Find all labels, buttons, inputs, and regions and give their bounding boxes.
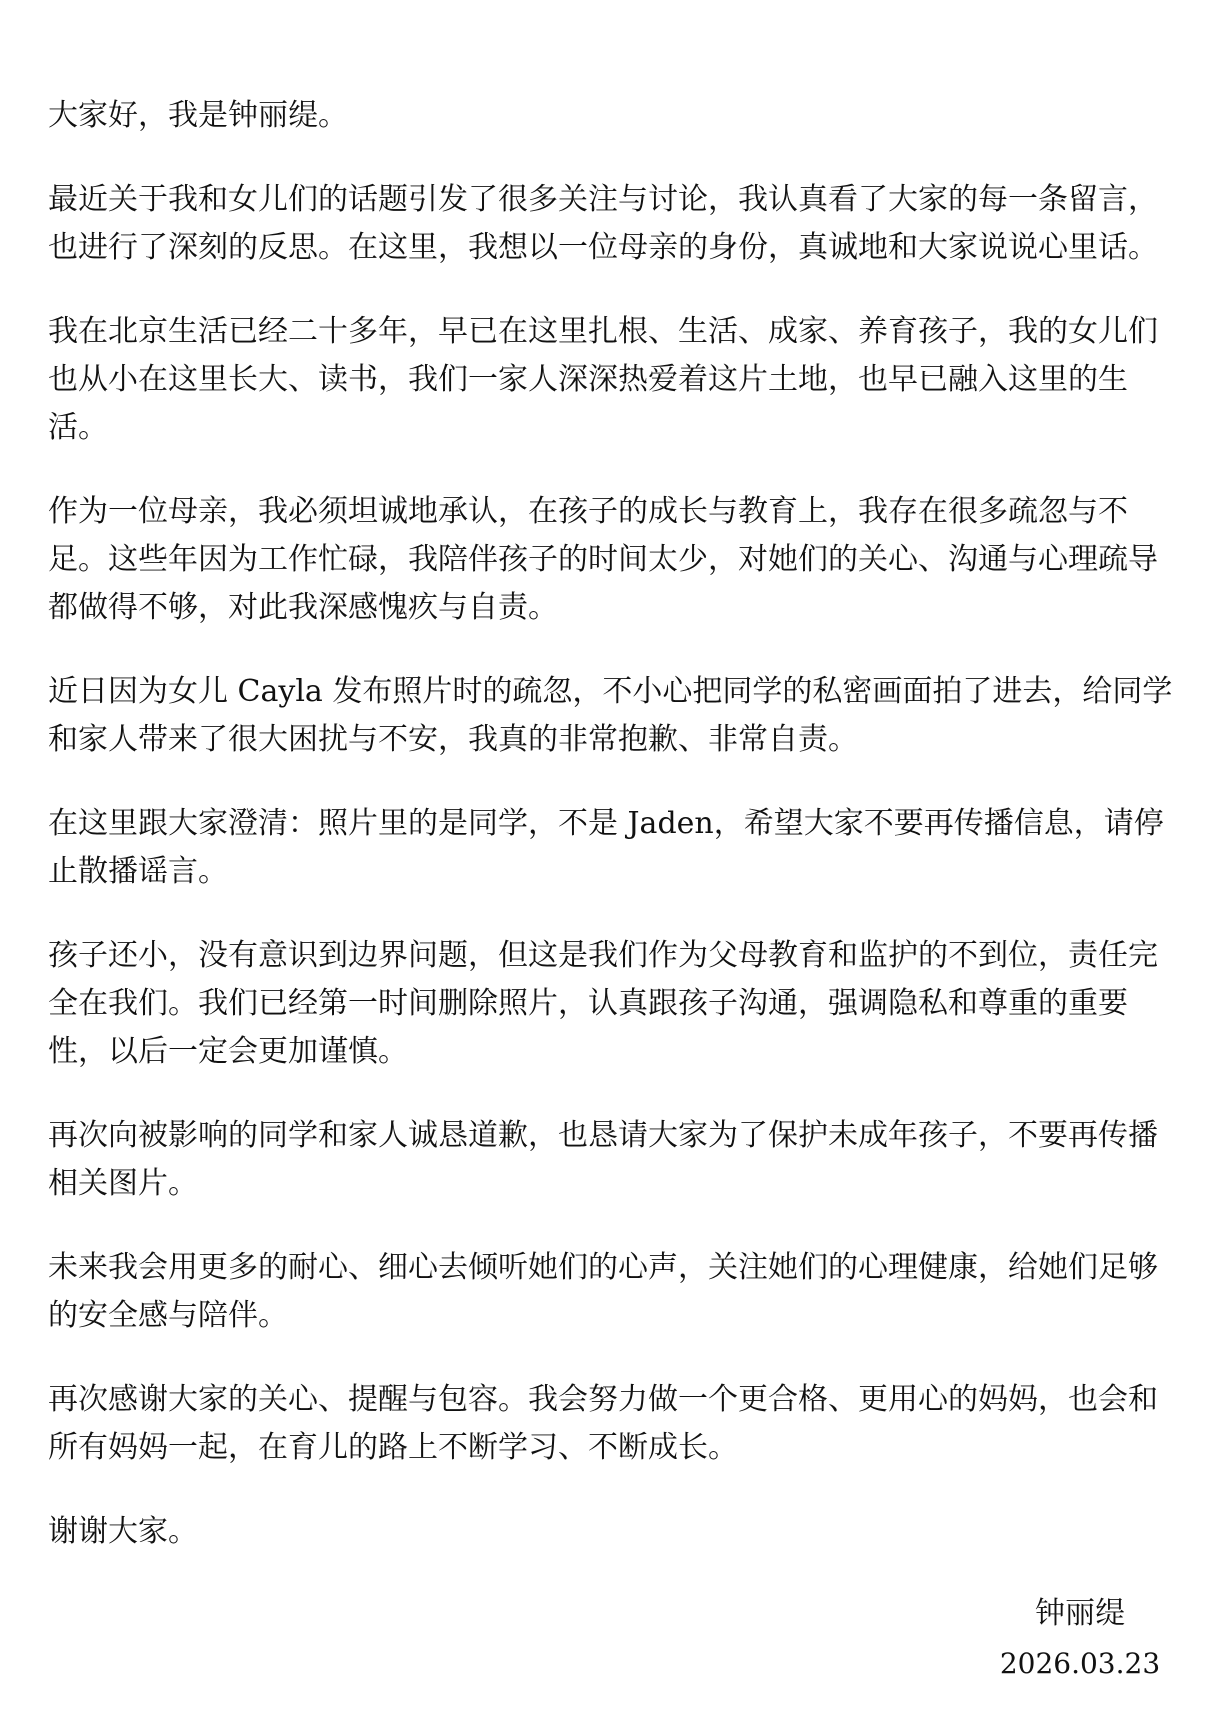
paragraph-apology: 再次向被影响的同学和家人诚恳道歉，也恳请大家为了保护未成年孩子，不要再传播相关图片。 [48, 1118, 1158, 1201]
paragraph-future: 未来我会用更多的耐心、细心去倾听她们的心声，关注她们的心理健康，给她们足够的安全感与陪伴。 [48, 1250, 1158, 1333]
paragraph-clarification: 在这里跟大家澄清：照片里的是同学，不是 Jaden，希望大家不要再传播信息，请停止散播谣言。 [48, 806, 1164, 889]
paragraph-greeting: 大家好，我是钟丽缇。 [48, 98, 348, 133]
paragraph-responsibility: 孩子还小，没有意识到边界问题，但这是我们作为父母教育和监护的不到位，责任完全在我们。我们已经第一时间删除照片，认真跟孩子沟通，强调隐私和尊重的重要性，以后一定会更加谨慎。 [48, 938, 1158, 1069]
paragraph-closing: 谢谢大家。 [48, 1514, 198, 1549]
paragraph-thanks: 再次感谢大家的关心、提醒与包容。我会努力做一个更合格、更用心的妈妈，也会和所有妈妈一起，在育儿的路上不断学习、不断成长。 [48, 1382, 1158, 1465]
paragraph-beijing-life: 我在北京生活已经二十多年，早已在这里扎根、生活、成家、养育孩子，我的女儿们也从小在这里长大、读书，我们一家人深深热爱着这片土地，也早已融入这里的生活。 [48, 314, 1158, 445]
paragraph-mother-admission: 作为一位母亲，我必须坦诚地承认，在孩子的成长与教育上，我存在很多疏忽与不足。这些年因为工作忙碌，我陪伴孩子的时间太少，对她们的关心、沟通与心理疏导都做得不够，对此我深感愧疚与自责。 [48, 494, 1158, 625]
signature-block [990, 1590, 1170, 1688]
signature-name: 钟丽缇 [1035, 1596, 1125, 1631]
paragraph-reflection: 最近关于我和女儿们的话题引发了很多关注与讨论，我认真看了大家的每一条留言，也进行了深刻的反思。在这里，我想以一位母亲的身份，真诚地和大家说说心里话。 [48, 182, 1158, 265]
signature-date: 2026.03.23 [999, 1647, 1161, 1680]
letter-body [48, 92, 1176, 1556]
paragraph-photo-incident: 近日因为女儿 Cayla 发布照片时的疏忽，不小心把同学的私密画面拍了进去，给同学和家人带来了很大困扰与不安，我真的非常抱歉、非常自责。 [48, 674, 1173, 757]
